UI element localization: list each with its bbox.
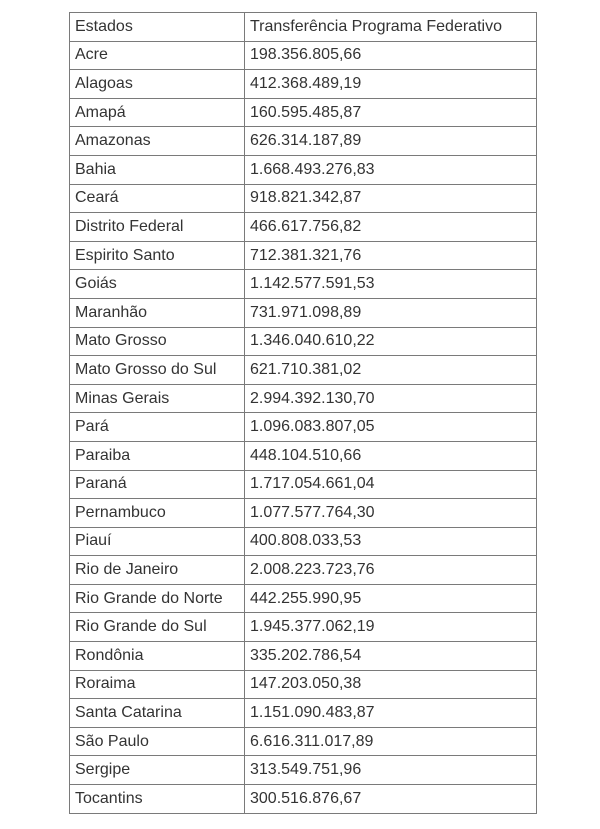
transfer-value-cell: 442.255.990,95 xyxy=(245,584,537,613)
table-row xyxy=(70,785,537,814)
state-cell: Rio Grande do Norte xyxy=(70,584,245,613)
transfer-value-cell: 400.808.033,53 xyxy=(245,527,537,556)
table-row xyxy=(70,613,537,642)
transfer-value-cell: 1.717.054.661,04 xyxy=(245,470,537,499)
state-cell: Minas Gerais xyxy=(70,384,245,413)
state-cell: Rondônia xyxy=(70,642,245,671)
table-row xyxy=(70,41,537,70)
transfer-value-cell: 1.151.090.483,87 xyxy=(245,699,537,728)
state-cell: Rio de Janeiro xyxy=(70,556,245,585)
table-row xyxy=(70,470,537,499)
transfer-value-cell: 1.096.083.807,05 xyxy=(245,413,537,442)
transfer-value-cell: 160.595.485,87 xyxy=(245,98,537,127)
transfer-value-cell: 448.104.510,66 xyxy=(245,441,537,470)
header-state: Estados xyxy=(70,13,245,42)
table-row xyxy=(70,584,537,613)
transfer-value-cell: 147.203.050,38 xyxy=(245,670,537,699)
header-transfer: Transferência Programa Federativo xyxy=(245,13,537,42)
table-row xyxy=(70,756,537,785)
state-cell: Amapá xyxy=(70,98,245,127)
state-cell: Mato Grosso do Sul xyxy=(70,356,245,385)
state-cell: Tocantins xyxy=(70,785,245,814)
state-cell: Acre xyxy=(70,41,245,70)
state-cell: Pará xyxy=(70,413,245,442)
transfer-value-cell: 412.368.489,19 xyxy=(245,70,537,99)
table-row xyxy=(70,98,537,127)
transfer-value-cell: 1.142.577.591,53 xyxy=(245,270,537,299)
state-cell: Maranhão xyxy=(70,298,245,327)
table-row xyxy=(70,699,537,728)
table-row xyxy=(70,327,537,356)
table-row xyxy=(70,127,537,156)
transfer-value-cell: 2.994.392.130,70 xyxy=(245,384,537,413)
transfer-value-cell: 918.821.342,87 xyxy=(245,184,537,213)
transfer-value-cell: 6.616.311.017,89 xyxy=(245,727,537,756)
state-cell: Rio Grande do Sul xyxy=(70,613,245,642)
table-row xyxy=(70,556,537,585)
state-cell: Ceará xyxy=(70,184,245,213)
table-row xyxy=(70,441,537,470)
table-row xyxy=(70,670,537,699)
state-cell: Bahia xyxy=(70,155,245,184)
table-row xyxy=(70,356,537,385)
state-cell: Goiás xyxy=(70,270,245,299)
transfer-value-cell: 621.710.381,02 xyxy=(245,356,537,385)
transfer-value-cell: 1.346.040.610,22 xyxy=(245,327,537,356)
state-cell: Piauí xyxy=(70,527,245,556)
table-row xyxy=(70,499,537,528)
table-body xyxy=(70,41,537,813)
transfer-value-cell: 1.945.377.062,19 xyxy=(245,613,537,642)
transfer-value-cell: 2.008.223.723,76 xyxy=(245,556,537,585)
transfer-value-cell: 335.202.786,54 xyxy=(245,642,537,671)
table-row xyxy=(70,298,537,327)
state-cell: Paraiba xyxy=(70,441,245,470)
table-row xyxy=(70,155,537,184)
state-cell: Distrito Federal xyxy=(70,213,245,242)
table-row xyxy=(70,527,537,556)
transfer-value-cell: 731.971.098,89 xyxy=(245,298,537,327)
table-row xyxy=(70,727,537,756)
state-cell: Paraná xyxy=(70,470,245,499)
table-row xyxy=(70,384,537,413)
state-cell: Pernambuco xyxy=(70,499,245,528)
state-cell: Mato Grosso xyxy=(70,327,245,356)
header-row xyxy=(70,13,537,42)
state-cell: Alagoas xyxy=(70,70,245,99)
transfer-value-cell: 712.381.321,76 xyxy=(245,241,537,270)
state-cell: Roraima xyxy=(70,670,245,699)
table-row xyxy=(70,213,537,242)
state-cell: Sergipe xyxy=(70,756,245,785)
transfer-value-cell: 300.516.876,67 xyxy=(245,785,537,814)
transfer-value-cell: 1.668.493.276,83 xyxy=(245,155,537,184)
table-row xyxy=(70,184,537,213)
table-row xyxy=(70,241,537,270)
state-cell: São Paulo xyxy=(70,727,245,756)
transfer-table xyxy=(69,12,537,814)
transfer-value-cell: 626.314.187,89 xyxy=(245,127,537,156)
table-row xyxy=(70,70,537,99)
table-row xyxy=(70,270,537,299)
state-cell: Amazonas xyxy=(70,127,245,156)
table-row xyxy=(70,642,537,671)
table-row xyxy=(70,413,537,442)
state-cell: Santa Catarina xyxy=(70,699,245,728)
transfer-value-cell: 466.617.756,82 xyxy=(245,213,537,242)
transfer-value-cell: 198.356.805,66 xyxy=(245,41,537,70)
transfer-value-cell: 1.077.577.764,30 xyxy=(245,499,537,528)
transfer-value-cell: 313.549.751,96 xyxy=(245,756,537,785)
state-cell: Espirito Santo xyxy=(70,241,245,270)
